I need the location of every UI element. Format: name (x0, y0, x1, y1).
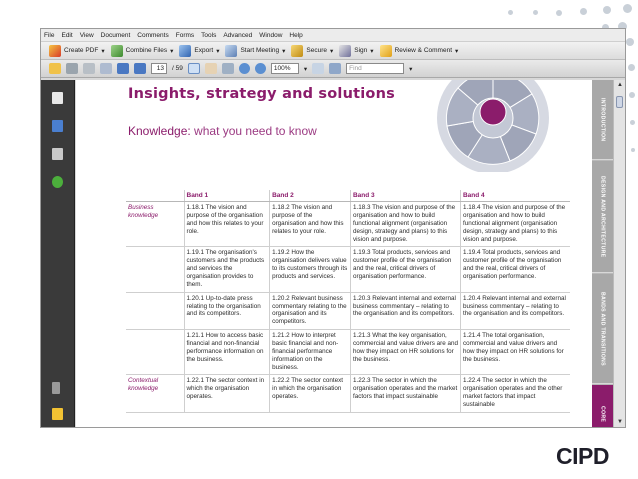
table-cell: 1.19.2 How the organisation delivers value to its customers through its products and services. (270, 247, 351, 292)
zoom-in-icon[interactable] (255, 63, 266, 74)
table-cell: 1.21.2 How to interpret basic financial and non-financial performance information on the business. (270, 330, 351, 375)
menu-window[interactable]: Window (259, 31, 283, 39)
table-row (126, 330, 570, 375)
zoom-tool-icon[interactable] (222, 63, 234, 74)
page-subtitle (128, 124, 317, 138)
previous-page-icon[interactable] (117, 63, 129, 74)
zoom-field[interactable]: 100% (271, 63, 299, 74)
chevron-down-icon: ▾ (330, 47, 334, 55)
page-number-field[interactable]: 13 (151, 63, 167, 74)
vertical-scrollbar[interactable] (613, 80, 625, 427)
table-row (126, 247, 570, 292)
table-cell: 1.21.3 What the key organisation, commercial and value drivers are and how they impact on HR solutions for the business. (350, 330, 460, 375)
review-comment-label: Review & Comment (394, 47, 452, 54)
navigation-toolbar (41, 60, 625, 78)
menu-view[interactable]: View (79, 31, 94, 39)
chevron-down-icon[interactable]: ▾ (409, 65, 413, 73)
pen-icon (339, 45, 351, 57)
find-field[interactable]: Find (346, 63, 404, 74)
comment-icon (380, 45, 392, 57)
combine-files-button[interactable] (111, 45, 174, 57)
table-row (126, 292, 570, 329)
table-cell: 1.20.2 Relevant business commentary relating to the organisation and its competitors. (270, 292, 351, 329)
menu-forms[interactable]: Forms (175, 31, 195, 39)
combine-files-label: Combine Files (125, 47, 168, 54)
section-tabs (592, 80, 613, 427)
cipd-logo: CIPD (556, 443, 609, 469)
chevron-down-icon: ▾ (455, 47, 459, 55)
menu-file[interactable]: File (44, 31, 55, 39)
chevron-down-icon: ▾ (216, 47, 220, 55)
fit-width-icon[interactable] (329, 63, 341, 74)
bookmarks-icon[interactable] (52, 120, 63, 132)
tab-core[interactable]: CORE (592, 385, 613, 427)
table-cell: 1.18.2 The vision and purpose of the organisation and how this relates to your role. (270, 202, 351, 247)
table-cell: 1.22.1 The sector context in which the organisation operates. (184, 375, 270, 412)
table-cell: 1.20.3 Relevant internal and external business commentary – relating to the organisation and its competitors. (350, 292, 460, 329)
meeting-icon (225, 45, 237, 57)
row-label (126, 292, 184, 329)
table-cell: 1.22.3 The sector in which the organisation operates and the market factors that impact sustainable (350, 375, 460, 412)
subtitle-rest: what you need to know (190, 124, 317, 138)
sign-label: Sign (354, 47, 368, 54)
knowledge-table (126, 190, 570, 413)
row-label (126, 247, 184, 292)
page-total: / 59 (172, 65, 183, 72)
export-icon (179, 45, 191, 57)
table-cell: 1.19.1 The organisation's customers and the products and services the organisation provides to them. (184, 247, 270, 292)
lock-icon (291, 45, 303, 57)
chevron-down-icon: ▾ (170, 47, 174, 55)
create-pdf-label: Create PDF (64, 47, 99, 54)
chevron-down-icon: ▾ (101, 47, 105, 55)
menu-document[interactable]: Document (100, 31, 131, 39)
table-header-row (126, 190, 570, 202)
tab-introduction[interactable]: INTRODUCTION (592, 80, 613, 160)
table-cell: 1.18.4 The vision and purpose of the organisation and how to build functional alignment (organisation design, strategy and plans) to this vision and purpose. (460, 202, 570, 247)
fit-page-icon[interactable] (312, 63, 324, 74)
scroll-down-arrow-icon[interactable]: ▼ (617, 419, 623, 425)
signatures-icon[interactable] (52, 148, 63, 160)
table-cell: 1.22.4 The sector in which the organisation operates and the other market factors that impact sustainable (460, 375, 570, 412)
create-pdf-icon (49, 45, 61, 57)
menu-help[interactable]: Help (289, 31, 303, 39)
start-meeting-label: Start Meeting (240, 47, 280, 54)
table-header: Band 4 (460, 190, 570, 202)
create-pdf-button[interactable] (49, 45, 105, 57)
table-header (126, 190, 184, 202)
tasks-toolbar (41, 42, 625, 60)
menu-tools[interactable]: Tools (201, 31, 217, 39)
chevron-down-icon: ▾ (370, 47, 374, 55)
row-label (126, 330, 184, 375)
document-page (76, 80, 613, 427)
comments-icon[interactable] (52, 408, 63, 420)
table-cell: 1.22.2 The sector context in which the organisation operates. (270, 375, 351, 412)
open-folder-icon[interactable] (49, 63, 61, 74)
review-comment-button[interactable] (380, 45, 459, 57)
tab-design-and-architecture[interactable]: DESIGN AND ARCHITECTURE (592, 161, 613, 273)
row-label: Contextual knowledge (126, 375, 184, 412)
table-cell: 1.20.4 Relevant internal and external business commentary – relating to the organisation and its competitors. (460, 292, 570, 329)
table-header: Band 1 (184, 190, 270, 202)
export-label: Export (194, 47, 214, 54)
table-cell: 1.18.1 The vision and purpose of the organisation and how this relates to your role. (184, 202, 270, 247)
export-button[interactable] (179, 45, 219, 57)
row-label: Business knowledge (126, 202, 184, 247)
chevron-down-icon[interactable]: ▾ (303, 65, 308, 73)
table-cell: 1.19.3 Total products, services and customer profile of the organisation and the real, critical drivers of organisation performance. (350, 247, 460, 292)
pages-icon[interactable] (52, 92, 63, 104)
acrobat-window (40, 28, 626, 428)
save-icon[interactable] (83, 63, 95, 74)
select-tool-icon[interactable] (188, 63, 200, 74)
table-cell: 1.19.4 Total products, services and customer profile of the organisation and the real, critical drivers of organisation performance. (460, 247, 570, 292)
menu-edit[interactable]: Edit (61, 31, 73, 39)
table-cell: 1.18.3 The vision and purpose of the organisation and how to build functional alignment (organisation design, strategy and plans) to this vision and purpose. (350, 202, 460, 247)
secure-button[interactable] (291, 45, 333, 57)
email-icon[interactable] (100, 63, 112, 74)
print-icon[interactable] (66, 63, 78, 74)
page-title: Insights, strategy and solutions (128, 86, 395, 102)
hand-tool-icon[interactable] (205, 63, 217, 74)
attachments-icon[interactable] (52, 382, 60, 394)
menu-comments[interactable]: Comments (137, 31, 169, 39)
subtitle-prefix: Knowledge: (128, 124, 191, 138)
secure-label: Secure (306, 47, 328, 54)
menu-bar (41, 29, 625, 42)
table-row (126, 202, 570, 247)
how-to-icon[interactable] (52, 176, 63, 188)
scroll-thumb[interactable] (616, 96, 623, 108)
combine-files-icon (111, 45, 123, 57)
hr-profession-map-wheel (428, 80, 558, 172)
navigation-panel (41, 80, 75, 427)
tab-bands-and-transitions[interactable]: BANDS AND TRANSITIONS (592, 274, 613, 384)
table-cell: 1.21.1 How to access basic financial and non-financial performance information on the business. (184, 330, 270, 375)
start-meeting-button[interactable] (225, 45, 285, 57)
menu-advanced[interactable]: Advanced (223, 31, 253, 39)
table-header: Band 3 (350, 190, 460, 202)
zoom-out-icon[interactable] (239, 63, 250, 74)
sign-button[interactable] (339, 45, 373, 57)
table-header: Band 2 (270, 190, 351, 202)
table-cell: 1.20.1 Up-to-date press relating to the organisation and its competitors. (184, 292, 270, 329)
scroll-up-arrow-icon[interactable]: ▲ (617, 82, 623, 88)
table-row (126, 375, 570, 412)
table-cell: 1.21.4 The total organisation, commercial and value drivers and how they impact on HR solutions for the business. (460, 330, 570, 375)
chevron-down-icon: ▾ (282, 47, 286, 55)
next-page-icon[interactable] (134, 63, 146, 74)
